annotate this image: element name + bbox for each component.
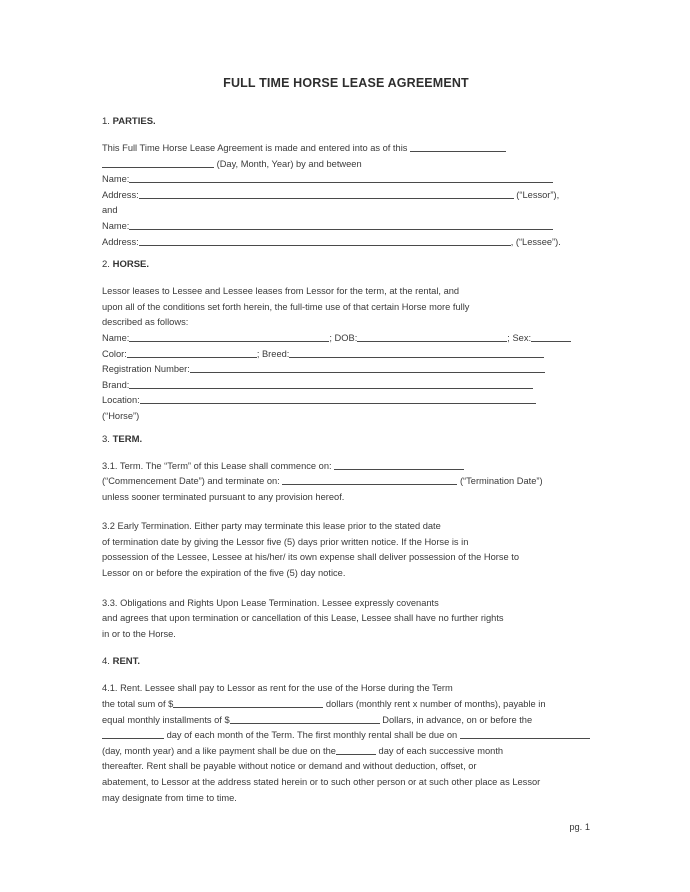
- horse-tag: (“Horse”): [102, 410, 140, 421]
- lessee-name-row: [102, 219, 590, 235]
- horse-registration-row: [102, 362, 590, 378]
- clause-3-3: [102, 596, 590, 643]
- clause-3-1-line3: unless sooner terminated pursuant to any provision hereof.: [102, 491, 345, 502]
- section-heading-rent: [102, 656, 590, 667]
- section-number-horse: 2.: [102, 259, 110, 271]
- lessor-tag: (“Lessor”),: [516, 189, 560, 200]
- clause-4-1-line2b: dollars (monthly rent x number of months), payable in: [325, 699, 546, 710]
- section-name-parties: PARTIES.: [112, 116, 156, 127]
- clause-4-1-line3a: equal monthly installments of $: [102, 714, 230, 725]
- clause-4-1-line2a: the total sum of $: [102, 699, 174, 710]
- page-footer: pg. 1: [569, 822, 590, 832]
- parties-daymonthyear-blank[interactable]: [102, 157, 214, 168]
- section-name-horse: HORSE.: [112, 259, 150, 271]
- horse-name-blank[interactable]: [129, 331, 329, 342]
- lessee-address-blank[interactable]: [139, 235, 511, 246]
- horse-description-paragraph: [102, 284, 590, 331]
- horse-breed-blank[interactable]: [289, 347, 544, 358]
- clause-3-2: [102, 519, 590, 581]
- clause-4-1-line5b: day of each successive month: [378, 745, 504, 756]
- parties-and-text: and: [102, 205, 118, 216]
- section-number-rent: 4.: [102, 656, 110, 668]
- clause-3-3-line1: 3.3. Obligations and Rights Upon Lease Termination. Lessee expressly covenants: [102, 597, 439, 608]
- parties-intro-line2: (Day, Month, Year) by and between: [216, 158, 362, 169]
- total-sum-blank[interactable]: [173, 697, 323, 708]
- page-title: FULL TIME HORSE LEASE AGREEMENT: [223, 76, 469, 90]
- clause-4-1-line6: thereafter. Rent shall be payable without notice or demand and without deduction, offset, or: [102, 761, 477, 772]
- parties-and-row: [102, 203, 590, 219]
- clause-3-1: [102, 459, 590, 506]
- successive-day-blank[interactable]: [336, 744, 376, 755]
- horse-sex-label: ; Sex:: [507, 332, 532, 343]
- horse-location-label: Location:: [102, 395, 140, 406]
- horse-color-row: [102, 347, 590, 363]
- lessee-tag: , (“Lessee”).: [510, 236, 561, 247]
- horse-brand-row: [102, 378, 590, 394]
- parties-date-blank[interactable]: [410, 141, 506, 152]
- horse-para-line2: upon all of the conditions set forth herein, the full-time use of that certain Horse more fully: [102, 301, 470, 312]
- lessee-address-row: [102, 235, 590, 251]
- horse-para-line1: Lessor leases to Lessee and Lessee leases from Lessor for the term, at the rental, and: [102, 286, 460, 297]
- horse-dob-label: ; DOB:: [329, 332, 358, 343]
- horse-color-blank[interactable]: [127, 347, 257, 358]
- clause-3-3-line2: and agrees that upon termination or cancellation of this Lease, Lessee shall have no further rights: [102, 613, 504, 624]
- clause-4-1-line4a: day of each month of the Term. The first monthly rental shall be due on: [166, 730, 458, 741]
- lessor-address-blank[interactable]: [139, 188, 514, 199]
- horse-brand-label: Brand:: [102, 379, 130, 390]
- clause-3-2-line4: Lessor on or before the expiration of the five (5) day notice.: [102, 568, 346, 579]
- lessor-address-row: [102, 188, 590, 204]
- lessee-name-blank[interactable]: [129, 219, 553, 230]
- lessor-name-row: [102, 172, 590, 188]
- clause-3-2-line2: of termination date by giving the Lessor five (5) days prior written notice. If the Horse is in: [102, 536, 469, 547]
- first-rental-date-blank[interactable]: [460, 728, 590, 739]
- clause-4-1-line8: may designate from time to time.: [102, 792, 237, 803]
- monthly-installment-blank[interactable]: [230, 713, 380, 724]
- termination-date-blank[interactable]: [282, 474, 457, 485]
- clause-3-1-line2b: (“Termination Date”): [459, 476, 543, 487]
- lessee-address-label: Address:: [102, 236, 139, 247]
- clause-4-1-line3b: Dollars, in advance, on or before the: [382, 714, 533, 725]
- horse-name-label: Name:: [102, 332, 130, 343]
- horse-breed-label: ; Breed:: [256, 348, 290, 359]
- section-heading-parties: [102, 116, 590, 127]
- section-number-term: 3.: [102, 433, 110, 445]
- horse-location-row: [102, 393, 590, 409]
- due-day-blank[interactable]: [102, 728, 164, 739]
- clause-3-3-line3: in or to the Horse.: [102, 628, 176, 639]
- horse-para-line3: described as follows:: [102, 317, 189, 328]
- clause-4-1-line1: 4.1. Rent. Lessee shall pay to Lessor as rent for the use of the Horse during the Term: [102, 683, 453, 694]
- parties-intro-line1: This Full Time Horse Lease Agreement is made and entered into as of this: [102, 143, 408, 153]
- clause-4-1-line7: abatement, to Lessor at the address stated herein or to such other person or at such other place as Lessor: [102, 777, 541, 787]
- clause-3-1-line2a: (“Commencement Date”) and terminate on:: [102, 476, 280, 487]
- clause-3-2-line3: possession of the Lessee, Lessee at his/her/ its own expense shall deliver possession of the Horse to: [102, 552, 520, 563]
- horse-sex-blank[interactable]: [531, 331, 571, 342]
- horse-brand-blank[interactable]: [129, 378, 533, 389]
- section-name-rent: RENT.: [112, 656, 141, 668]
- section-heading-horse: [102, 259, 590, 270]
- horse-tag-row: [102, 409, 590, 425]
- clause-3-1-line1: 3.1. Term. The “Term” of this Lease shall commence on:: [102, 460, 332, 471]
- clause-4-1-line5a: (day, month year) and a like payment shall be due on the: [102, 745, 336, 756]
- clause-4-1: [102, 681, 590, 806]
- horse-name-row: [102, 331, 590, 347]
- lessee-name-label: Name:: [102, 220, 130, 231]
- commencement-date-blank[interactable]: [334, 459, 464, 470]
- clause-3-2-line1: 3.2 Early Termination. Either party may terminate this lease prior to the stated date: [102, 521, 441, 532]
- horse-registration-blank[interactable]: [190, 362, 545, 373]
- document-body: [102, 76, 590, 820]
- lessor-name-blank[interactable]: [129, 172, 553, 183]
- section-name-term: TERM.: [112, 433, 143, 445]
- horse-dob-blank[interactable]: [357, 331, 507, 342]
- horse-registration-label: Registration Number:: [102, 364, 190, 375]
- horse-location-blank[interactable]: [140, 393, 536, 404]
- parties-intro-paragraph: [102, 141, 590, 172]
- section-heading-term: [102, 434, 590, 445]
- section-number-parties: 1.: [102, 116, 110, 127]
- lessor-name-label: Name:: [102, 174, 130, 185]
- horse-color-label: Color:: [102, 348, 127, 359]
- lessor-address-label: Address:: [102, 189, 139, 200]
